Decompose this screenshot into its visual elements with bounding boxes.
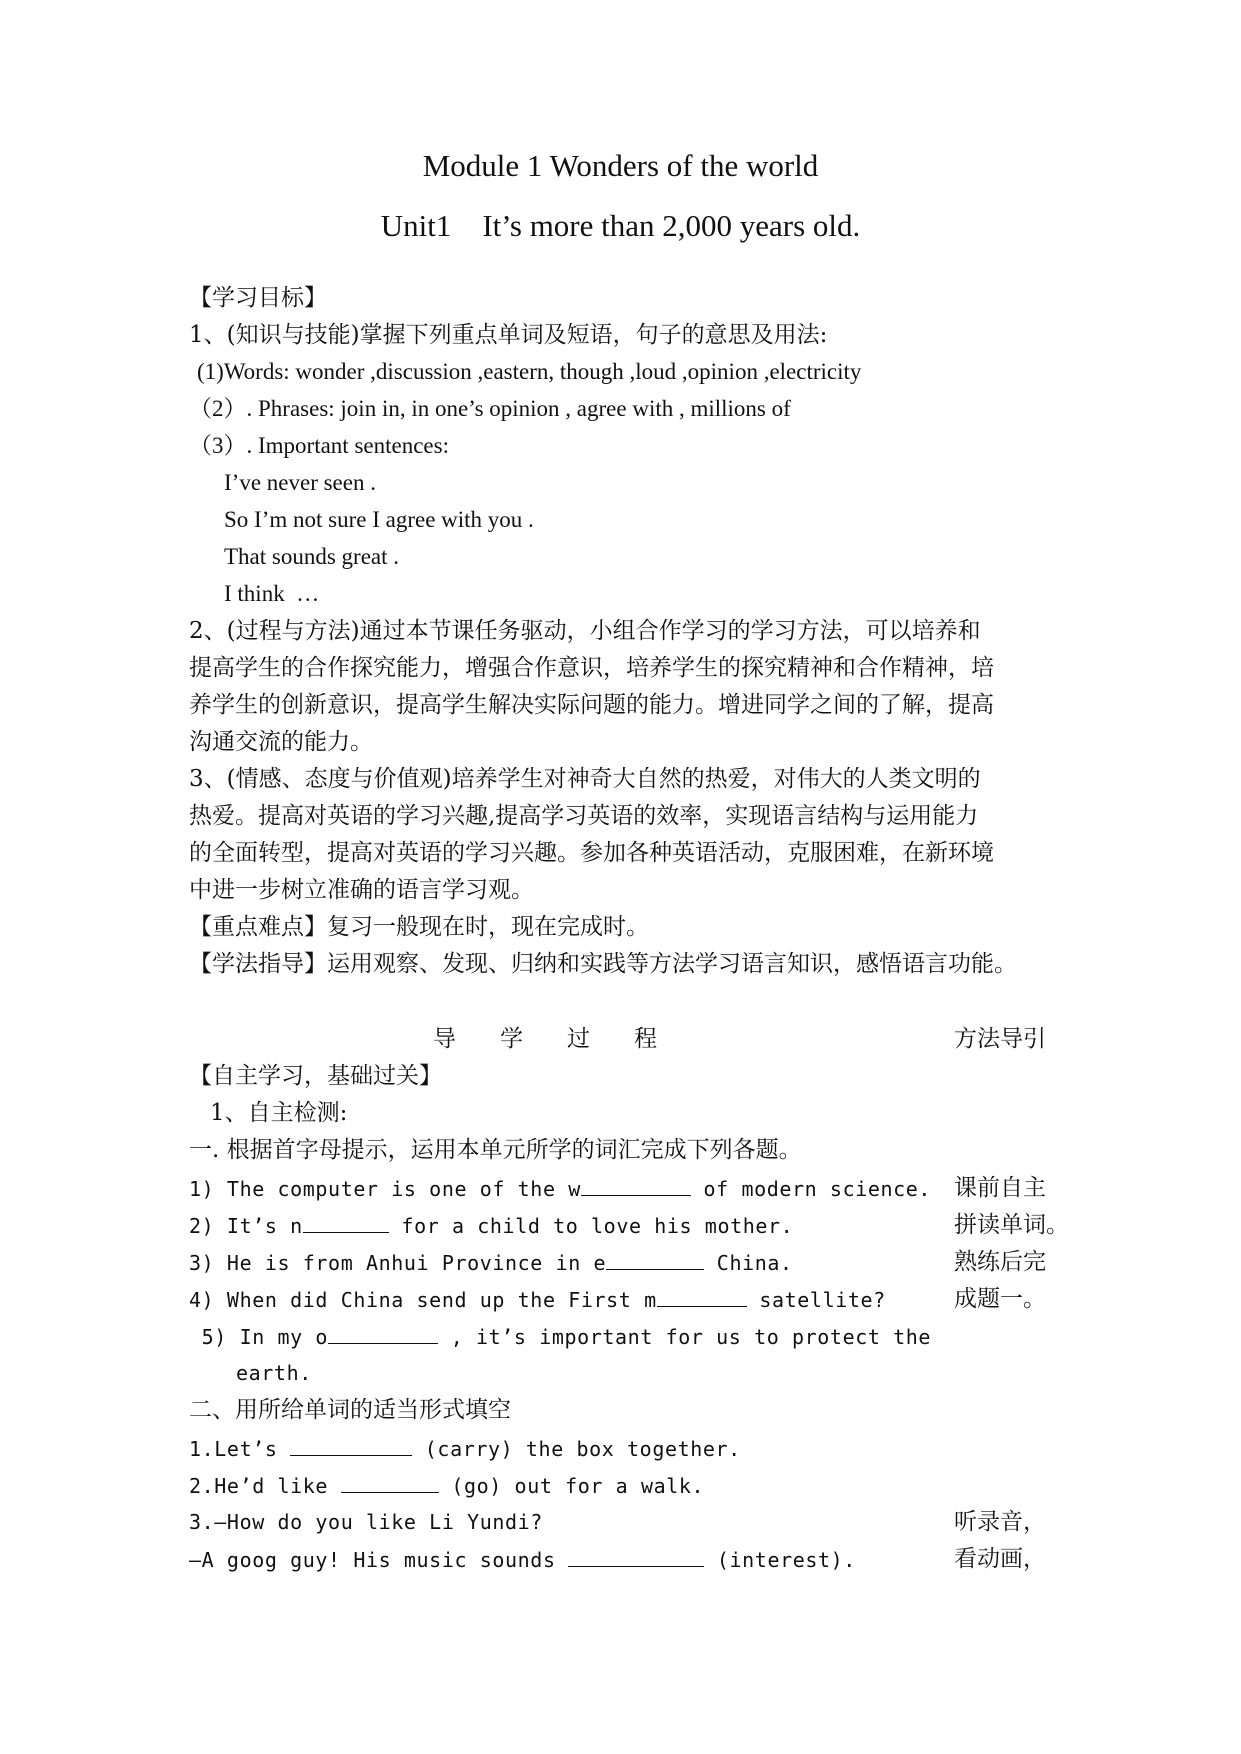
important-sentences-label: （3）. Important sentences: (189, 433, 449, 458)
exercise-item: 2) It’s n for a child to love his mother. (189, 1210, 793, 1241)
key-phrases: （2）. Phrases: join in, in one’s opinion , agree with , millions of (189, 396, 791, 421)
answer-blank[interactable] (657, 1284, 747, 1307)
part1-title: 一. 根据首字母提示，运用本单元所学的词汇完成下列各题。 (189, 1137, 802, 1163)
exercise-item: 3.—How do you like Li Yundi? (189, 1510, 543, 1534)
objective-3-line: 的全面转型，提高对英语的学习兴趣。参加各种英语活动，克服困难，在新环境 (189, 840, 994, 866)
module-title: Module 1 Wonders of the world (422, 148, 819, 183)
answer-blank[interactable] (568, 1544, 704, 1567)
method-guide-heading: 方法导引 (954, 1026, 1046, 1052)
exercise-item: 1.Let’s (carry) the box together. (189, 1433, 741, 1464)
side-note: 看动画， (954, 1546, 1046, 1572)
objective-3-line: 热爱。提高对英语的学习兴趣,提高学习英语的效率，实现语言结构与运用能力 (189, 803, 979, 829)
side-note: 拼读单词。 (954, 1212, 1069, 1238)
key-points: 【重点难点】复习一般现在时，现在完成时。 (189, 914, 649, 940)
exercise-item: 3) He is from Anhui Province in e China. (189, 1247, 793, 1278)
unit-title: Unit1 It’s more than 2,000 years old. (380, 208, 861, 243)
objective-3-line: 3、(情感、态度与价值观)培养学生对神奇大自然的热爱，对伟大的人类文明的 (189, 766, 981, 792)
answer-blank[interactable] (303, 1210, 389, 1233)
exercise-item: 4) When did China send up the First m satellite? (189, 1284, 886, 1315)
objective-2-line: 提高学生的合作探究能力，增强合作意识，培养学生的探究精神和合作精神，培 (189, 655, 994, 681)
sentence-item: I’ve never seen . (224, 470, 376, 495)
side-note: 听录音， (954, 1509, 1046, 1535)
objective-2-line: 沟通交流的能力。 (189, 729, 373, 755)
exercise-item: 5) In my o , it’s important for us to protect the (189, 1321, 931, 1352)
answer-blank[interactable] (581, 1173, 691, 1196)
objective-2-line: 养学生的创新意识，提高学生解决实际问题的能力。增进同学之间的了解，提高 (189, 692, 994, 718)
answer-blank[interactable] (290, 1433, 412, 1456)
sentence-item: I think … (224, 581, 320, 606)
exercise-item: —A goog guy! His music sounds (interest). (189, 1544, 856, 1575)
objective-3-line: 中进一步树立准确的语言学习观。 (189, 877, 534, 903)
answer-blank[interactable] (606, 1247, 704, 1270)
exercise-item: 1) The computer is one of the w of modern science. (189, 1173, 931, 1204)
side-note: 课前自主 (954, 1175, 1046, 1201)
side-note: 熟练后完 (954, 1249, 1046, 1275)
exercise-continuation: earth. (236, 1361, 312, 1385)
side-note: 成题一。 (954, 1286, 1046, 1312)
section-heading: 【自主学习，基础过关】 (189, 1063, 442, 1089)
answer-blank[interactable] (341, 1470, 439, 1493)
self-check-label: 1、自主检测: (210, 1100, 348, 1126)
process-heading: 导学过程 (433, 1026, 701, 1052)
objective-1: 1、(知识与技能)掌握下列重点单词及短语，句子的意思及用法: (189, 322, 828, 348)
sentence-item: So I’m not sure I agree with you . (224, 507, 534, 532)
study-method: 【学法指导】运用观察、发现、归纳和实践等方法学习语言知识，感悟语言功能。 (189, 951, 1017, 977)
exercise-item: 2.He’d like (go) out for a walk. (189, 1470, 704, 1501)
part2-title: 二、用所给单词的适当形式填空 (189, 1397, 511, 1423)
answer-blank[interactable] (328, 1321, 438, 1344)
key-words: (1)Words: wonder ,discussion ,eastern, though ,loud ,opinion ,electricity (197, 359, 862, 384)
objective-2-line: 2、(过程与方法)通过本节课任务驱动，小组合作学习的学习方法，可以培养和 (189, 618, 981, 644)
objectives-heading: 【学习目标】 (189, 285, 327, 311)
sentence-item: That sounds great . (224, 544, 400, 569)
